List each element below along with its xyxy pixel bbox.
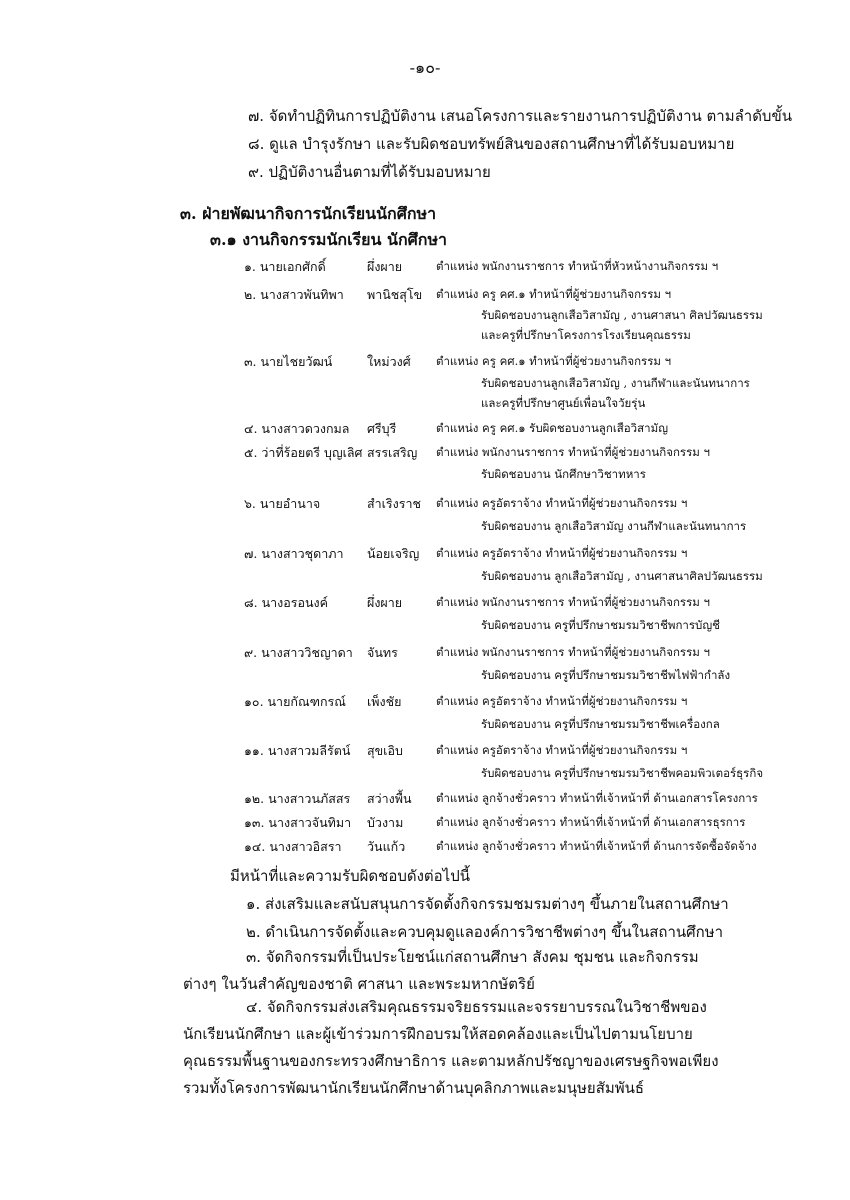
staff-name: ๓. นายไชยวัฒน์ — [244, 354, 333, 369]
staff-duty: รับผิดชอบงาน ครูที่ปรึกษาชมรมวิชาชีพการบัญชี — [481, 618, 720, 632]
staff-duty: รับผิดชอบงานลูกเสือวิสามัญ , งานศาสนา ศิลปวัฒนธรรม — [481, 308, 763, 322]
staff-surname: เพ็งชัย — [367, 694, 402, 709]
top-item-7: ๗. จัดทำปฏิทินการปฏิบัติงาน เสนอโครงการและรายงานการปฏิบัติงาน ตามลำดับขั้น — [248, 107, 792, 125]
page-number: -๑๐- — [409, 58, 441, 77]
staff-duty: รับผิดชอบงาน ครูที่ปรึกษาชมรมวิชาชีพเครื่องกล — [481, 717, 720, 731]
staff-surname: พานิชสุโข — [367, 287, 423, 302]
staff-surname: วันแก้ว — [367, 839, 406, 854]
staff-surname: สุขเอิบ — [367, 743, 403, 758]
staff-name: ๑๑. นางสาวมลีรัตน์ — [244, 743, 351, 758]
staff-name: ๑๔. นางสาวอิสรา — [244, 839, 342, 854]
staff-surname: ศรีบุรี — [367, 421, 397, 436]
staff-role: ตำแหน่ง ครู คศ.๑ ทำหน้าที่ผู้ช่วยงานกิจกรรม ฯ — [436, 354, 672, 368]
staff-duty: รับผิดชอบงานลูกเสือวิสามัญ , งานกีฬาและนันทนาการ — [481, 376, 750, 390]
staff-duty: รับผิดชอบงาน ครูที่ปรึกษาชมรมวิชาชีพคอมพิวเตอร์ธุรกิจ — [481, 766, 764, 780]
staff-surname: ผึ่งผาย — [367, 595, 403, 610]
staff-role: ตำแหน่ง ครูอัตราจ้าง ทำหน้าที่ผู้ช่วยงานกิจกรรม ฯ — [436, 743, 688, 757]
duty-item: ๓. จัดกิจกรรมที่เป็นประโยชน์แก่สถานศึกษา สังคม ชุมชน และกิจกรรมต่างๆ ในวันสำคัญของชาติ ศาสนา และพระมหากษัตริย์ — [183, 948, 699, 993]
staff-surname: น้อยเจริญ — [367, 546, 420, 561]
staff-name: ๗. นางสาวชุดาภา — [244, 546, 344, 561]
staff-name: ๑๐. นายกัณฑกรณ์ — [244, 694, 346, 709]
staff-surname: สรรเสริญ — [367, 445, 418, 460]
staff-surname: สว่างพื้น — [367, 791, 412, 806]
top-item-9: ๙. ปฏิบัติงานอื่นตามที่ได้รับมอบหมาย — [248, 163, 491, 181]
staff-duty: รับผิดชอบงาน ครูที่ปรึกษาชมรมวิชาชีพไฟฟ้ากำลัง — [481, 668, 731, 682]
staff-name: ๑๓. นางสาวจันทิมา — [244, 815, 352, 830]
staff-name: ๙. นางสาววิชญาดา — [244, 645, 353, 660]
staff-duty: และครูที่ปรึกษาศูนย์เพื่อนใจวัยรุ่น — [481, 396, 646, 410]
duty-item: ๒. ดำเนินการจัดตั้งและควบคุมดูแลองค์การวิชาชีพต่างๆ ขึ้นในสถานศึกษา — [246, 923, 724, 941]
staff-surname: สำเริงราช — [367, 496, 421, 511]
section-title: ๓. ฝ่ายพัฒนากิจการนักเรียนนักศึกษา — [180, 204, 437, 223]
staff-duty: รับผิดชอบงาน ลูกเสือวิสามัญ งานกีฬาและนันทนาการ — [481, 519, 747, 533]
staff-role: ตำแหน่ง พนักงานราชการ ทำหน้าที่หัวหน้างานกิจกรรม ฯ — [436, 259, 719, 273]
staff-duty: รับผิดชอบงาน ลูกเสือวิสามัญ , งานศาสนาศิลปวัฒนธรรม — [481, 569, 763, 583]
staff-name: ๒. นางสาวพันทิพา — [244, 287, 344, 302]
staff-role: ตำแหน่ง ครูอัตราจ้าง ทำหน้าที่ผู้ช่วยงานกิจกรรม ฯ — [436, 694, 688, 708]
staff-surname: บัวงาม — [367, 815, 404, 830]
staff-name: ๕. ว่าที่ร้อยตรี บุญเลิศ — [244, 445, 363, 460]
staff-role: ตำแหน่ง ลูกจ้างชั่วคราว ทำหน้าที่เจ้าหน้าที่ ด้านการจัดซื้อจัดจ้าง — [436, 839, 757, 853]
staff-role: ตำแหน่ง พนักงานราชการ ทำหน้าที่ผู้ช่วยงานกิจกรรม ฯ — [436, 445, 710, 459]
staff-name: ๔. นางสาวดวงกมล — [244, 421, 350, 436]
staff-surname: ใหม่วงศ์ — [367, 354, 411, 369]
staff-name: ๘. นางอรอนงค์ — [244, 595, 328, 610]
staff-role: ตำแหน่ง ครูอัตราจ้าง ทำหน้าที่ผู้ช่วยงานกิจกรรม ฯ — [436, 546, 688, 560]
staff-role: ตำแหน่ง พนักงานราชการ ทำหน้าที่ผู้ช่วยงานกิจกรรม ฯ — [436, 595, 710, 609]
top-item-8: ๘. ดูแล บำรุงรักษา และรับผิดชอบทรัพย์สินของสถานศึกษาที่ได้รับมอบหมาย — [248, 135, 735, 153]
staff-role: ตำแหน่ง ครูอัตราจ้าง ทำหน้าที่ผู้ช่วยงานกิจกรรม ฯ — [436, 496, 688, 510]
staff-duty: และครูที่ปรึกษาโครงการโรงเรียนคุณธรรม — [481, 328, 691, 342]
staff-role: ตำแหน่ง พนักงานราชการ ทำหน้าที่ผู้ช่วยงานกิจกรรม ฯ — [436, 645, 710, 659]
staff-surname: ผึ่งผาย — [367, 259, 403, 274]
subsection-title: ๓.๑ งานกิจกรรมนักเรียน นักศึกษา — [210, 230, 448, 249]
staff-role: ตำแหน่ง ลูกจ้างชั่วคราว ทำหน้าที่เจ้าหน้าที่ ด้านเอกสารโครงการ — [436, 791, 758, 805]
duties-intro: มีหน้าที่และความรับผิดชอบดังต่อไปนี้ — [230, 867, 470, 885]
duty-item: ๔. จัดกิจกรรมส่งเสริมคุณธรรมจริยธรรมและจรรยาบรรณในวิชาชีพของนักเรียนนักศึกษา และผู้เข้าร่วมการฝึกอบรมให้สอดคล้องและเป็นไปตามนโยบายคุณธรรมพื้นฐานของกระทรวงศึกษาธิการ และตามหลักปรัชญาของเศรษฐกิจพอเพียง รวมทั้งโครงการพัฒนานักเรียนนักศึกษาด้านบุคลิกภาพและมนุษยสัมพันธ์ — [183, 998, 719, 1097]
duty-item: ๑. ส่งเสริมและสนับสนุนการจัดตั้งกิจกรรมชมรมต่างๆ ขึ้นภายในสถานศึกษา — [246, 895, 729, 913]
staff-name: ๑. นายเอกศักดิ์ — [244, 259, 326, 274]
staff-role: ตำแหน่ง ครู คศ.๑ ทำหน้าที่ผู้ช่วยงานกิจกรรม ฯ — [436, 287, 672, 301]
staff-name: ๑๒. นางสาวนภัสสร — [244, 791, 351, 806]
staff-role: ตำแหน่ง ลูกจ้างชั่วคราว ทำหน้าที่เจ้าหน้าที่ ด้านเอกสารธุรการ — [436, 815, 746, 829]
staff-duty: รับผิดชอบงาน นักศึกษาวิชาทหาร — [481, 467, 646, 481]
staff-role: ตำแหน่ง ครู คศ.๑ รับผิดชอบงานลูกเสือวิสามัญ — [436, 421, 668, 435]
staff-surname: จันทร — [367, 645, 398, 660]
staff-name: ๖. นายอำนาจ — [244, 496, 321, 511]
